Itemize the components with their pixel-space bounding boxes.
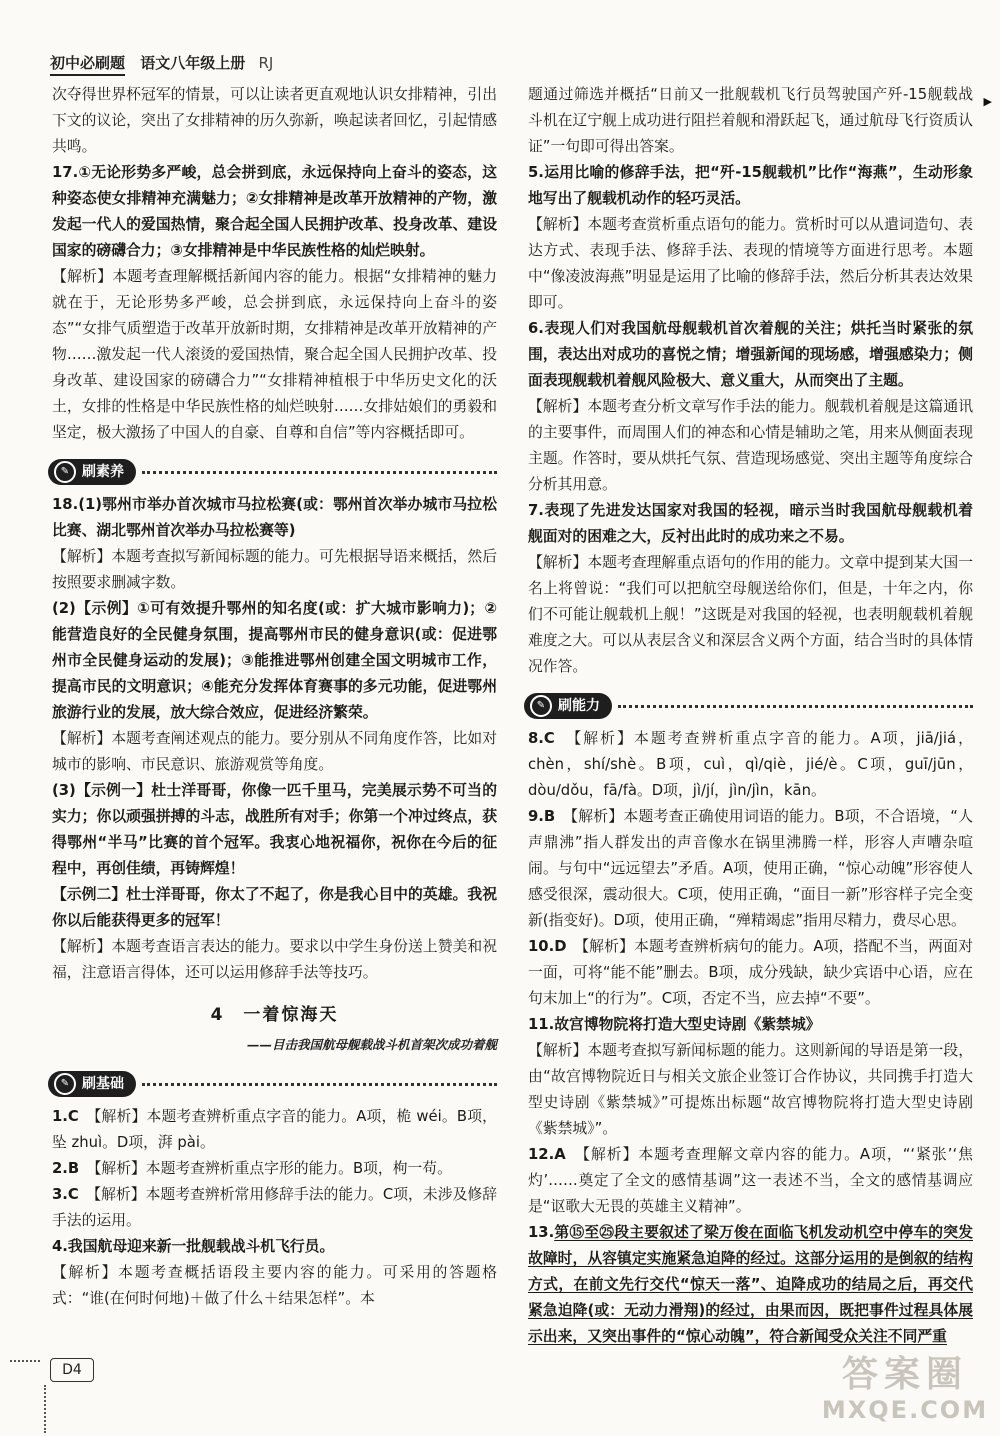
answer-text: (2)【示例】①可有效提升鄂州的知名度(或：扩大城市影响力)；②能营造良好的全民健身氛围，提高鄂州市民的健身意识(或：促进鄂州市全民健身运动的发展)；③能推进鄂州创建全国文明城市工作，提高市民的文明意识；④能充分发挥体育赛事的多元功能，促进鄂州旅游行业的发展，放大综合效应，促进经济繁荣。 [52, 600, 497, 721]
answer-letter: B [543, 808, 556, 825]
question-8: 8.C 【解析】本题考查辨析重点字音的能力。A项，jiā/jiá，chèn，shí/shè。B项，cuì，qì/qiè，jié/è。C项，guī/jūn，dòu/dǒu，fā/fà。D项，jì/jí，jìn/jìn，kān。 [528, 730, 973, 799]
answer-letter: C [67, 1186, 79, 1203]
question-9: 9.B 【解析】本题考查正确使用词语的能力。B项，不合语境，“人声鼎沸”指人群发出的声音像水在锅里沸腾一样，形容人声嘈杂喧闹。与句中“远远望去”矛盾。A项，使用正确，“惊心动魄”形容使人感受很深，震动很大。C项，使用正确，“面目一新”形容样子完全变新(指变好)。D项，使用正确，“殚精竭虑”指用尽精力，费尽心思。 [528, 808, 973, 929]
section-label: 刷能力 [558, 698, 600, 714]
answer-text: 我国航母迎来新一批舰载战斗机飞行员。 [67, 1238, 335, 1255]
section-header-ability [524, 692, 973, 720]
book-brand: 初中必刷题 [50, 52, 125, 76]
explanation-text: 【解析】本题考查阐述观点的能力。要分别从不同角度作答，比如对城市的影响、市民意识、旅游观赏等角度。 [52, 730, 497, 773]
question-11: 11.故宫博物院将打造大型史诗剧《紫禁城》 【解析】本题考查拟写新闻标题的能力。这则新闻的导语是第一段，由“故宫博物院近日与相关文旅企业签订合作协议，共同携手打造大型史诗剧《紫禁城》”可提炼出标题“故宫博物院将打造大型史诗剧《紫禁城》”。 [528, 1012, 973, 1142]
watermark-logo-text: 答案圈 [841, 1354, 968, 1395]
answer-letter: A [554, 1146, 566, 1163]
question-number: 18. [52, 496, 79, 513]
question-10: 10.D 【解析】本题考查辨析病句的能力。A项，搭配不当，两面对一面，可将“能不能”删去。B项，成分残缺，缺少宾语中心语，应在句末加上“的行为”。C项，否定不当，应去掉“不要”。 [528, 938, 973, 1007]
book-subject: 语文八年级上册 [140, 54, 246, 72]
question-5: 5.运用比喻的修辞手法，把“歼-15舰载机”比作“海燕”，生动形象地写出了舰载机动作的轻巧灵活。 【解析】本题考查赏析重点语句的能力。赏析时可以从遣词造句、表达方式、表现手法、修辞手法、表现的情境等方面进行思考。本题中“像凌波海燕”明显是运用了比喻的修辞手法，然后分析其表达效果即可。 [528, 160, 973, 316]
brush-icon: ✎ [54, 461, 76, 483]
explanation-text: 【解析】本题考查拟写新闻标题的能力。这则新闻的导语是第一段，由“故宫博物院近日与相关文旅企业签订合作协议，共同携手打造大型史诗剧《紫禁城》”可提炼出标题“故宫博物院将打造大型史诗剧《紫禁城》”。 [528, 1042, 973, 1137]
explanation-text: 【解析】本题考查理解文章内容的能力。A项，“‘紧张’‘焦灼’……奠定了全文的感情基调”这一表述不当，全文的感情基调应是“讴歌大无畏的英雄主义精神”。 [528, 1146, 973, 1215]
answer-text: 运用比喻的修辞手法，把“歼-15舰载机”比作“海燕”，生动形象地写出了舰载机动作的轻巧灵活。 [528, 164, 973, 207]
explanation-text: 【解析】本题考查语言表达的能力。要求以中学生身份送上赞美和祝福，注意语言得体，还可以运用修辞手法等技巧。 [52, 938, 497, 981]
explanation-text: 【解析】本题考查辨析重点字音的能力。A项，桅 wéi。B项，坠 zhuì。D项，湃 pài。 [52, 1108, 497, 1151]
answer-text: 【示例二】杜士洋哥哥，你太了不起了，你是我心目中的英雄。我祝你以后能获得更多的冠军！ [52, 886, 497, 929]
answer-letter: C [543, 730, 555, 747]
question-6: 6.表现人们对我国航母舰载机首次着舰的关注；烘托当时紧张的氛围，表达出对成功的喜悦之情；增强新闻的现场感，增强感染力；侧面表现舰载机着舰风险极大、意义重大，从而突出了主题。 【解析】本题考查分析文章写作手法的能力。舰载机着舰是这篇通讯的主要事件，而周围人们的神态和心情是辅助之笔，用来从侧面表现主题。作答时，要从烘托气氛、营造现场感觉、突出主题等角度综合分析其用意。 [528, 316, 973, 498]
watermark [815, 1355, 995, 1433]
continued-paragraph: 次夺得世界杯冠军的情景，可以让读者更直观地认识女排精神，引出下文的议论，突出了女排精神的历久弥新，唤起读者回忆，引起情感共鸣。 [52, 86, 497, 155]
explanation-text: 【解析】本题考查分析文章写作手法的能力。舰载机着舰是这篇通讯的主要事件，而周围人们的神态和心情是辅助之笔，用来从侧面表现主题。作答时，要从烘托气氛、营造现场感觉、突出主题等角度综合分析其用意。 [528, 398, 973, 493]
footer-dots-vertical [44, 1385, 46, 1433]
explanation-text: 【解析】本题考查正确使用词语的能力。B项，不合语境，“人声鼎沸”指人群发出的声音像水在锅里沸腾一样，形容人声嘈杂喧闹。与句中“远远望去”矛盾。A项，使用正确，“惊心动魄”形容使人感受很深，震动很大。C项，使用正确，“面目一新”形容样子完全变新(指变好)。D项，使用正确，“殚精竭虑”指用尽精力，费尽心思。 [528, 808, 973, 929]
section-header-literacy [48, 458, 497, 486]
book-edition: RJ [258, 54, 274, 72]
brush-icon: ✎ [54, 1073, 76, 1095]
answer-text: 第⑮至㉕段主要叙述了梁万俊在面临飞机发动机空中停车的突发故障时，从容镇定实施紧急迫降的经过。这部分运用的是倒叙的结构方式，在前文先行交代“惊天一落”、迫降成功的结局之后，再交代紧急迫降(或：无动力滑翔)的经过，由果而因，既把事件过程具体展示出来，又突出事件的“惊心动魄”，符合新闻受众关注不同严重 [528, 1224, 973, 1345]
answer-text: (3)【示例一】杜士洋哥哥，你像一匹千里马，完美展示势不可当的实力；你以顽强拼搏的斗志，战胜所有对手；你第一个冲过终点，获得鄂州“半马”比赛的首个冠军。我衷心地祝福你，祝你在今后的征程中，再创佳绩，再铸辉煌！ [52, 782, 497, 877]
dotted-divider [142, 471, 497, 474]
question-2: 2.B 【解析】本题考查辨析重点字形的能力。B项，枸一苟。 [52, 1160, 452, 1177]
section-header-basics [48, 1070, 497, 1098]
answer-text: ①无论形势多严峻，总会拼到底，永远保持向上奋斗的姿态，这种姿态使女排精神充满魅力；②女排精神是改革开放精神的产物，激发起一代人的爱国热情，聚合起全国人民拥护改革、投身改革、建设国家的磅礴合力；③女排精神是中华民族性格的灿烂映射。 [52, 164, 497, 259]
right-column [528, 82, 973, 1350]
question-18 [52, 492, 497, 986]
explanation-text: 【解析】本题考查辨析常用修辞手法的能力。C项，未涉及修辞手法的运用。 [52, 1186, 497, 1229]
lesson-title: 4 一着惊海天 [210, 1005, 339, 1025]
explanation-text: 【解析】本题考查理解重点语句的作用的能力。文章中提到某大国一名上将曾说：“我们可以把航空母舰送给你们，但是，十年之内，你们不可能让舰载机上舰！”这既是对我国的轻视，也表明舰载机着舰难度之大。可以从表层含义和深层含义两个方面，结合当时的具体情况作答。 [528, 554, 973, 675]
explanation-text: 【解析】本题考查辨析重点字音的能力。A项，jiā/jiá，chèn，shí/shè。B项，cuì，qì/qiè，jié/è。C项，guī/jūn，dòu/dǒu，fā/fà。D项，jì/jí，jìn/jìn，kān。 [528, 730, 973, 799]
footer-dots [10, 1360, 40, 1362]
question-1: 1.C 【解析】本题考查辨析重点字音的能力。A项，桅 wéi。B项，坠 zhuì。D项，湃 pài。 [52, 1108, 497, 1151]
explanation-text: 【解析】本题考查赏析重点语句的能力。赏析时可以从遣词造句、表达方式、表现手法、修辞手法、表现的情境等方面进行思考。本题中“像凌波海燕”明显是运用了比喻的修辞手法，然后分析其表达效果即可。 [528, 216, 973, 311]
lesson-subtitle: ——目击我国航母舰载战斗机首架次成功着舰 [246, 1037, 497, 1052]
watermark-url: MXQE.COM [821, 1396, 989, 1424]
answer-text: 表现了先进发达国家对我国的轻视，暗示当时我国航母舰载机着舰面对的困难之大，反衬出此时的成功来之不易。 [528, 502, 973, 545]
explanation-text: 【解析】本题考查拟写新闻标题的能力。可先根据导语来概括，然后按照要求删减字数。 [52, 548, 497, 591]
section-label: 刷基础 [82, 1076, 124, 1092]
question-7: 7.表现了先进发达国家对我国的轻视，暗示当时我国航母舰载机着舰面对的困难之大，反衬出此时的成功来之不易。 【解析】本题考查理解重点语句的作用的能力。文章中提到某大国一名上将曾说：“我们可以把航空母舰送给你们，但是，十年之内，你们不可能让舰载机上舰！”这既是对我国的轻视，也表明舰载机着舰难度之大。可以从表层含义和深层含义两个方面，结合当时的具体情况作答。 [528, 498, 973, 680]
left-column [52, 82, 497, 1312]
explanation-text: 【解析】本题考查辨析病句的能力。A项，搭配不当，两面对一面，可将“能不能”删去。B项，成分残缺，缺少宾语中心语，应在句末加上“的行为”。C项，否定不当，应去掉“不要”。 [528, 938, 973, 1007]
page-number: D4 [50, 1358, 94, 1382]
dotted-divider [142, 1083, 497, 1086]
answer-text: (1)鄂州市举办首次城市马拉松赛(或：鄂州首次举办城市马拉松比赛、湖北鄂州首次举办马拉松赛等) [52, 496, 497, 539]
section-label: 刷素养 [82, 464, 124, 480]
answer-text: 表现人们对我国航母舰载机首次着舰的关注；烘托当时紧张的氛围，表达出对成功的喜悦之情；增强新闻的现场感，增强感染力；侧面表现舰载机着舰风险极大、意义重大，从而突出了主题。 [528, 320, 973, 389]
explanation-text: 【解析】本题考查理解概括新闻内容的能力。根据“女排精神的魅力就在于，无论形势多严峻，总会拼到底，永远保持向上奋斗的姿态”“女排气质塑造于改革开放新时期，女排精神是改革开放精神的产物……激发起一代人滚烫的爱国热情，聚合起全国人民拥护改革、投身改革、建设国家的磅礴合力”“女排精神植根于中华历史文化的沃土，女排的性格是中华民族性格的灿烂映射……女排姑娘们的勇毅和坚定，极大激扬了中国人的自豪、自尊和自信”等内容概括即可。 [52, 268, 497, 441]
explanation-text: 【解析】本题考查辨析重点字形的能力。B项，枸一苟。 [94, 1160, 452, 1177]
answer-text: 故宫博物院将打造大型史诗剧《紫禁城》 [554, 1016, 821, 1033]
answer-letter: D [554, 938, 567, 955]
dotted-divider [618, 705, 973, 708]
explanation-text: 【解析】本题考查概括语段主要内容的能力。可采用的答题格式：“谁(在何时何地)＋做了什么＋结果怎样”。本 [52, 1264, 497, 1307]
question-3: 3.C 【解析】本题考查辨析常用修辞手法的能力。C项，未涉及修辞手法的运用。 [52, 1186, 497, 1229]
question-number: 17. [52, 164, 79, 181]
question-12: 12.A 【解析】本题考查理解文章内容的能力。A项，“‘紧张’‘焦灼’……奠定了全文的感情基调”这一表述不当，全文的感情基调应是“讴歌大无畏的英雄主义精神”。 [528, 1146, 973, 1215]
brush-icon: ✎ [530, 695, 552, 717]
triangle-right-icon: ▶ [983, 95, 992, 108]
continued-paragraph: 题通过筛选并概括“日前又一批舰载机飞行员驾驶国产歼-15舰载战斗机在辽宁舰上成功进行阻拦着舰和滑跃起飞，通过航母飞行资质认证”一句即可得出答案。 [528, 86, 973, 155]
question-4: 4.我国航母迎来新一批舰载战斗机飞行员。 【解析】本题考查概括语段主要内容的能力。可采用的答题格式：“谁(在何时何地)＋做了什么＋结果怎样”。本 [52, 1234, 497, 1312]
question-17 [52, 160, 497, 446]
page-header [50, 52, 273, 76]
answer-letter: C [67, 1108, 79, 1125]
answer-letter: B [67, 1160, 80, 1177]
question-13: 13.第⑮至㉕段主要叙述了梁万俊在面临飞机发动机空中停车的突发故障时，从容镇定实施紧急迫降的经过。这部分运用的是倒叙的结构方式，在前文先行交代“惊天一落”、迫降成功的结局之后，再交代紧急迫降(或：无动力滑翔)的经过，由果而因，既把事件过程具体展示出来，又突出事件的“惊心动魄”，符合新闻受众关注不同严重 [528, 1224, 973, 1345]
